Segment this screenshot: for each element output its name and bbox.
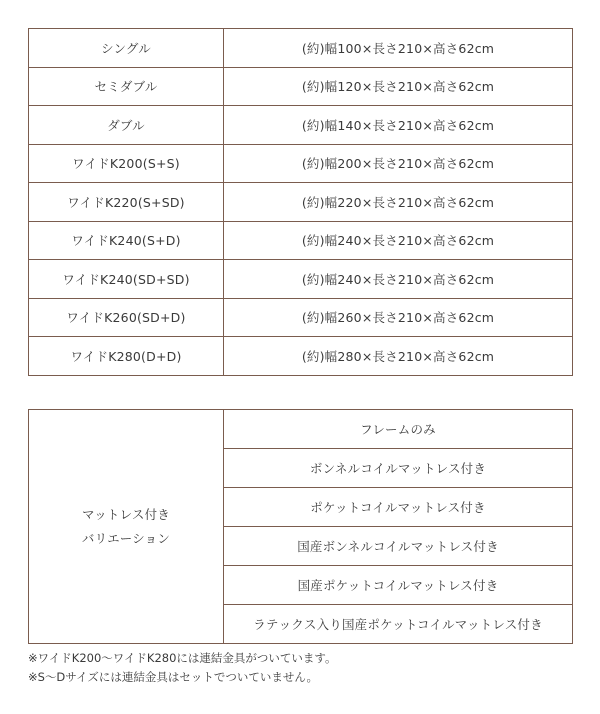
- variation-option: 国産ボンネルコイルマットレス付き: [224, 527, 573, 566]
- size-dimensions: (約)幅280×長さ210×高さ62cm: [224, 337, 573, 376]
- variation-option: 国産ポケットコイルマットレス付き: [224, 566, 573, 605]
- variation-option: フレームのみ: [224, 410, 573, 449]
- size-name: ワイドK200(S+S): [29, 144, 224, 183]
- table-row: [29, 410, 573, 449]
- variation-option: ラテックス入り国産ポケットコイルマットレス付き: [224, 605, 573, 644]
- table-row: [29, 144, 573, 183]
- table-row: [29, 106, 573, 145]
- size-name: シングル: [29, 29, 224, 68]
- table-row: [29, 298, 573, 337]
- variation-option: ポケットコイルマットレス付き: [224, 488, 573, 527]
- size-dimensions: (約)幅220×長さ210×高さ62cm: [224, 183, 573, 222]
- table-row: [29, 221, 573, 260]
- note-connector: ※ワイドK200〜ワイドK280には連結金具がついています。: [28, 651, 337, 665]
- size-dimensions: (約)幅120×長さ210×高さ62cm: [224, 67, 573, 106]
- variation-table: [28, 409, 573, 644]
- size-name: ワイドK240(SD+SD): [29, 260, 224, 299]
- note-no-connector: ※S〜Dサイズには連結金具はセットでついていません。: [28, 670, 319, 684]
- size-dimensions: (約)幅240×長さ210×高さ62cm: [224, 221, 573, 260]
- size-name: ワイドK280(D+D): [29, 337, 224, 376]
- table-row: [29, 67, 573, 106]
- table-row: [29, 337, 573, 376]
- size-dimensions: (約)幅260×長さ210×高さ62cm: [224, 298, 573, 337]
- size-name: ワイドK240(S+D): [29, 221, 224, 260]
- table-row: [29, 183, 573, 222]
- size-name: ワイドK260(SD+D): [29, 298, 224, 337]
- size-dimensions: (約)幅240×長さ210×高さ62cm: [224, 260, 573, 299]
- variation-option: ボンネルコイルマットレス付き: [224, 449, 573, 488]
- table-row: [29, 260, 573, 299]
- variation-label: [29, 410, 224, 644]
- size-dimensions: (約)幅140×長さ210×高さ62cm: [224, 106, 573, 145]
- size-name: ワイドK220(S+SD): [29, 183, 224, 222]
- size-name: ダブル: [29, 106, 224, 145]
- notes: [28, 649, 337, 687]
- size-table: [28, 28, 573, 376]
- table-row: [29, 29, 573, 68]
- size-dimensions: (約)幅100×長さ210×高さ62cm: [224, 29, 573, 68]
- variation-label-line1: マットレス付き: [81, 506, 171, 522]
- size-name: セミダブル: [29, 67, 224, 106]
- size-dimensions: (約)幅200×長さ210×高さ62cm: [224, 144, 573, 183]
- variation-label-line2: バリエーション: [81, 530, 171, 546]
